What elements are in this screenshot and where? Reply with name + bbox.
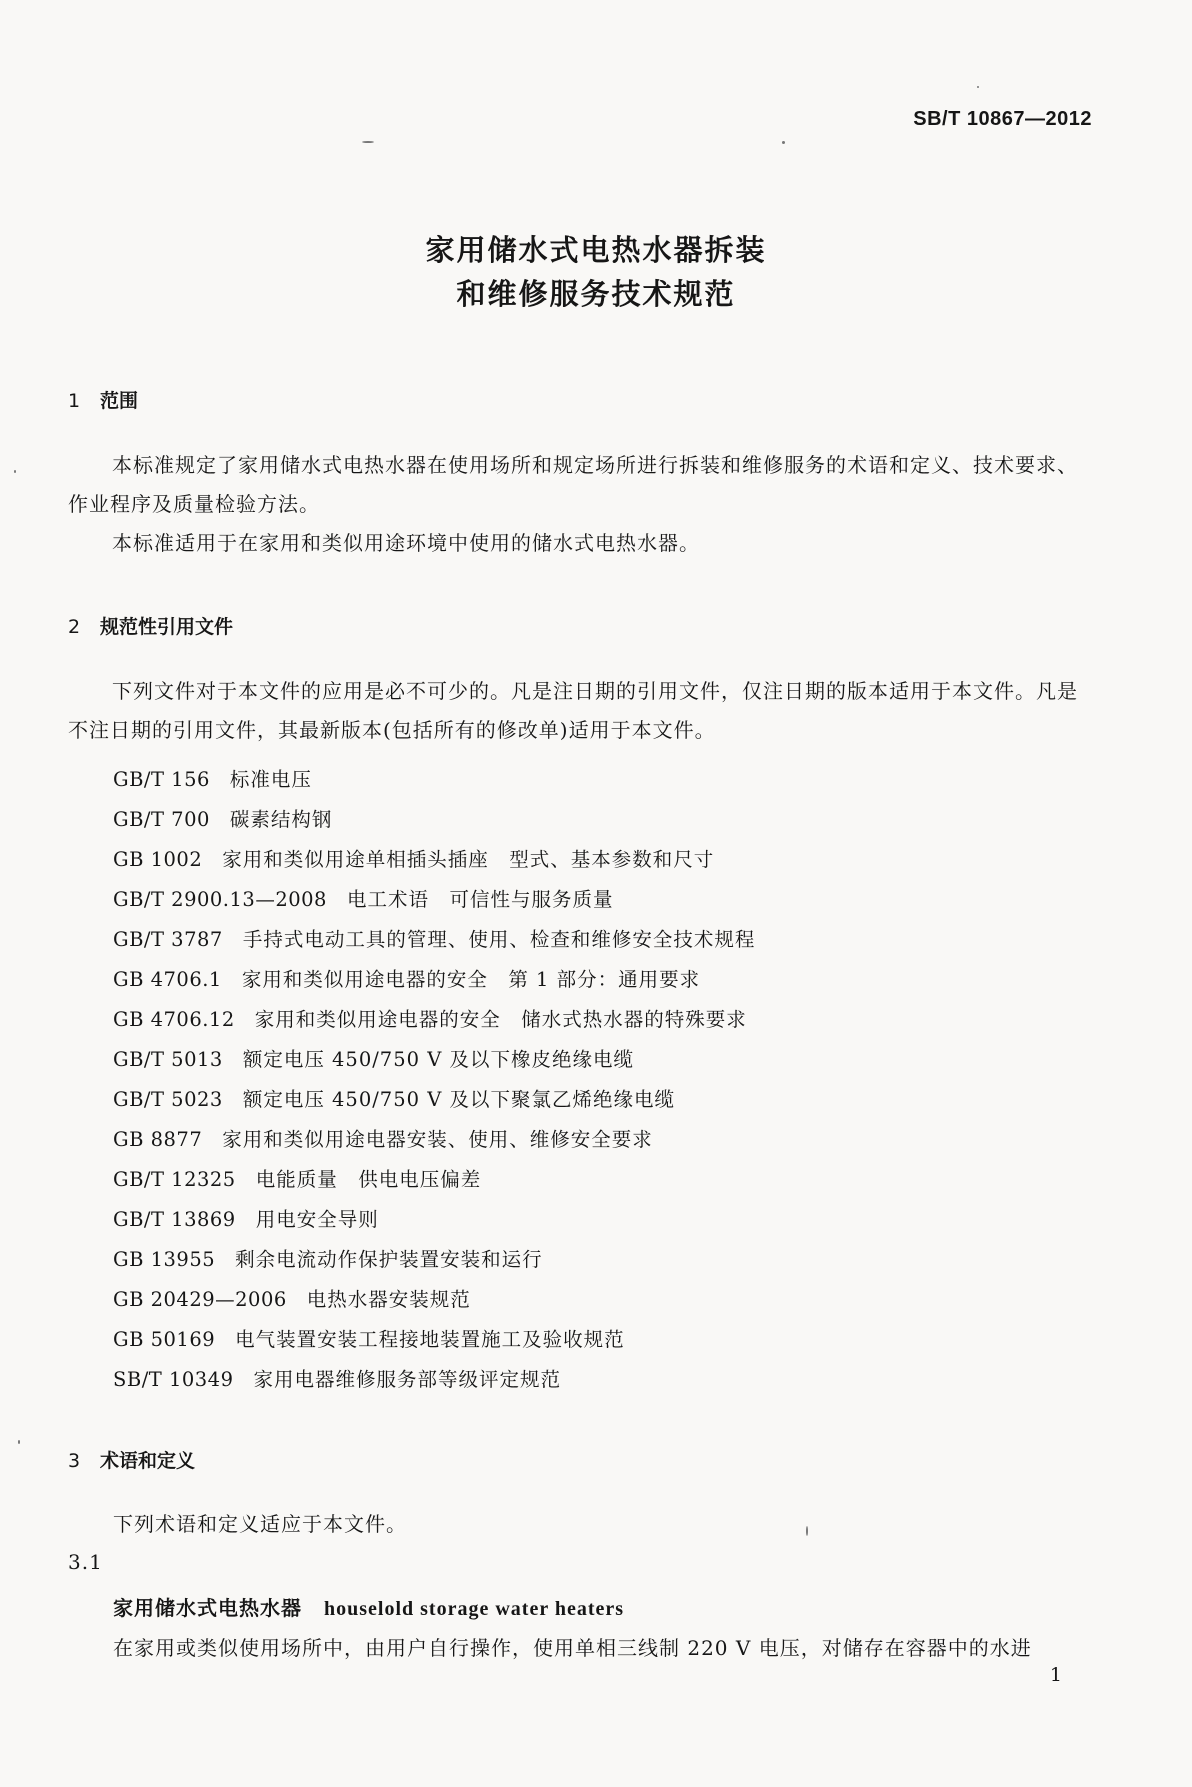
reference-title: 标准电压	[229, 768, 312, 791]
reference-title: 剩余电流动作保护装置安装和运行	[235, 1248, 543, 1271]
reference-title: 电工术语 可信性与服务质量	[346, 888, 614, 911]
reference-item	[113, 924, 755, 952]
reference-item	[113, 1164, 481, 1192]
section-1-paragraph-1: 本标准规定了家用储水式电热水器在使用场所和规定场所进行拆装和维修服务的术语和定义、技术要求、作业程序及质量检验方法。	[68, 453, 1078, 516]
reference-code: GB 4706.1	[113, 968, 222, 991]
reference-code: GB/T 700	[113, 808, 210, 831]
term-number: 3.1	[68, 1550, 103, 1574]
reference-item	[113, 1004, 747, 1032]
reference-code: GB 8877	[113, 1128, 203, 1151]
section-1-paragraph-2: 本标准适用于在家用和类似用途环境中使用的储水式电热水器。	[112, 531, 700, 555]
document-title-line-1: 家用储水式电热水器拆装	[425, 233, 767, 267]
section-1-heading	[68, 386, 138, 413]
reference-code: GB/T 2900.13—2008	[113, 888, 327, 911]
reference-title: 家用电器维修服务部等级评定规范	[253, 1368, 562, 1391]
scan-speck	[18, 1440, 20, 1444]
term-english-name: houselold storage water heaters	[324, 1598, 625, 1620]
reference-title: 用电安全导则	[255, 1208, 379, 1231]
scan-speck	[806, 1526, 808, 1536]
reference-title: 额定电压 450/750 V 及以下橡皮绝缘电缆	[242, 1048, 634, 1071]
reference-item	[113, 1324, 625, 1352]
document-title-line-2: 和维修服务技术规范	[456, 277, 736, 311]
reference-item	[113, 1044, 634, 1072]
reference-item	[113, 964, 700, 992]
reference-code: GB/T 5023	[113, 1088, 223, 1111]
reference-code: GB/T 156	[113, 768, 210, 791]
section-3-heading	[68, 1446, 195, 1473]
section-2-intro: 下列文件对于本文件的应用是必不可少的。凡是注日期的引用文件，仅注日期的版本适用于本文件。凡是不注日期的引用文件，其最新版本(包括所有的修改单)适用于本文件。	[68, 679, 1078, 742]
reference-code: SB/T 10349	[113, 1368, 234, 1391]
reference-code: GB 13955	[113, 1248, 216, 1271]
reference-item	[113, 764, 312, 792]
reference-item	[113, 884, 613, 912]
section-2-title: 规范性引用文件	[100, 616, 234, 638]
section-3-number: 3	[68, 1450, 81, 1472]
reference-code: GB 20429—2006	[113, 1288, 287, 1311]
reference-code: GB 1002	[113, 848, 203, 871]
reference-title: 额定电压 450/750 V 及以下聚氯乙烯绝缘电缆	[242, 1088, 675, 1111]
scan-speck	[977, 86, 979, 88]
page-number: 1	[1049, 1664, 1062, 1686]
reference-code: GB/T 12325	[113, 1168, 236, 1191]
reference-title: 家用和类似用途电器的安全 储水式热水器的特殊要求	[254, 1008, 747, 1031]
reference-item	[113, 804, 332, 832]
reference-title: 家用和类似用途单相插头插座 型式、基本参数和尺寸	[222, 848, 715, 871]
reference-code: GB/T 3787	[113, 928, 223, 951]
reference-title: 电气装置安装工程接地装置施工及验收规范	[235, 1328, 625, 1351]
reference-code: GB 4706.12	[113, 1008, 235, 1031]
term-heading	[113, 1592, 624, 1621]
scan-speck	[362, 141, 374, 143]
reference-title: 手持式电动工具的管理、使用、检查和维修安全技术规程	[242, 928, 756, 951]
reference-item	[113, 1204, 379, 1232]
section-1-title: 范围	[100, 390, 139, 412]
reference-item	[113, 844, 714, 872]
section-1-number: 1	[68, 390, 81, 412]
standard-code: SB/T 10867—2012	[913, 108, 1092, 130]
reference-item	[113, 1084, 675, 1112]
reference-item	[113, 1364, 561, 1392]
reference-item	[113, 1244, 543, 1272]
reference-title: 电热水器安装规范	[306, 1288, 471, 1311]
term-chinese-name: 家用储水式电热水器	[113, 1596, 302, 1620]
section-2-heading	[68, 612, 233, 639]
scan-speck	[782, 141, 785, 144]
section-2-number: 2	[68, 616, 81, 638]
reference-code: GB 50169	[113, 1328, 216, 1351]
reference-item	[113, 1124, 653, 1152]
reference-title: 碳素结构钢	[229, 808, 333, 831]
reference-code: GB/T 13869	[113, 1208, 236, 1231]
reference-title: 家用和类似用途电器安装、使用、维修安全要求	[222, 1128, 653, 1151]
term-definition: 在家用或类似使用场所中，由用户自行操作，使用单相三线制 220 V 电压，对储存在容器中的水进	[113, 1636, 1032, 1660]
reference-title: 电能质量 供电电压偏差	[255, 1168, 482, 1191]
reference-title: 家用和类似用途电器的安全 第 1 部分：通用要求	[241, 968, 701, 991]
section-3-intro: 下列术语和定义适应于本文件。	[113, 1512, 407, 1536]
scan-speck	[14, 470, 16, 473]
section-3-title: 术语和定义	[100, 1450, 196, 1472]
reference-code: GB/T 5013	[113, 1048, 223, 1071]
reference-item	[113, 1284, 471, 1312]
